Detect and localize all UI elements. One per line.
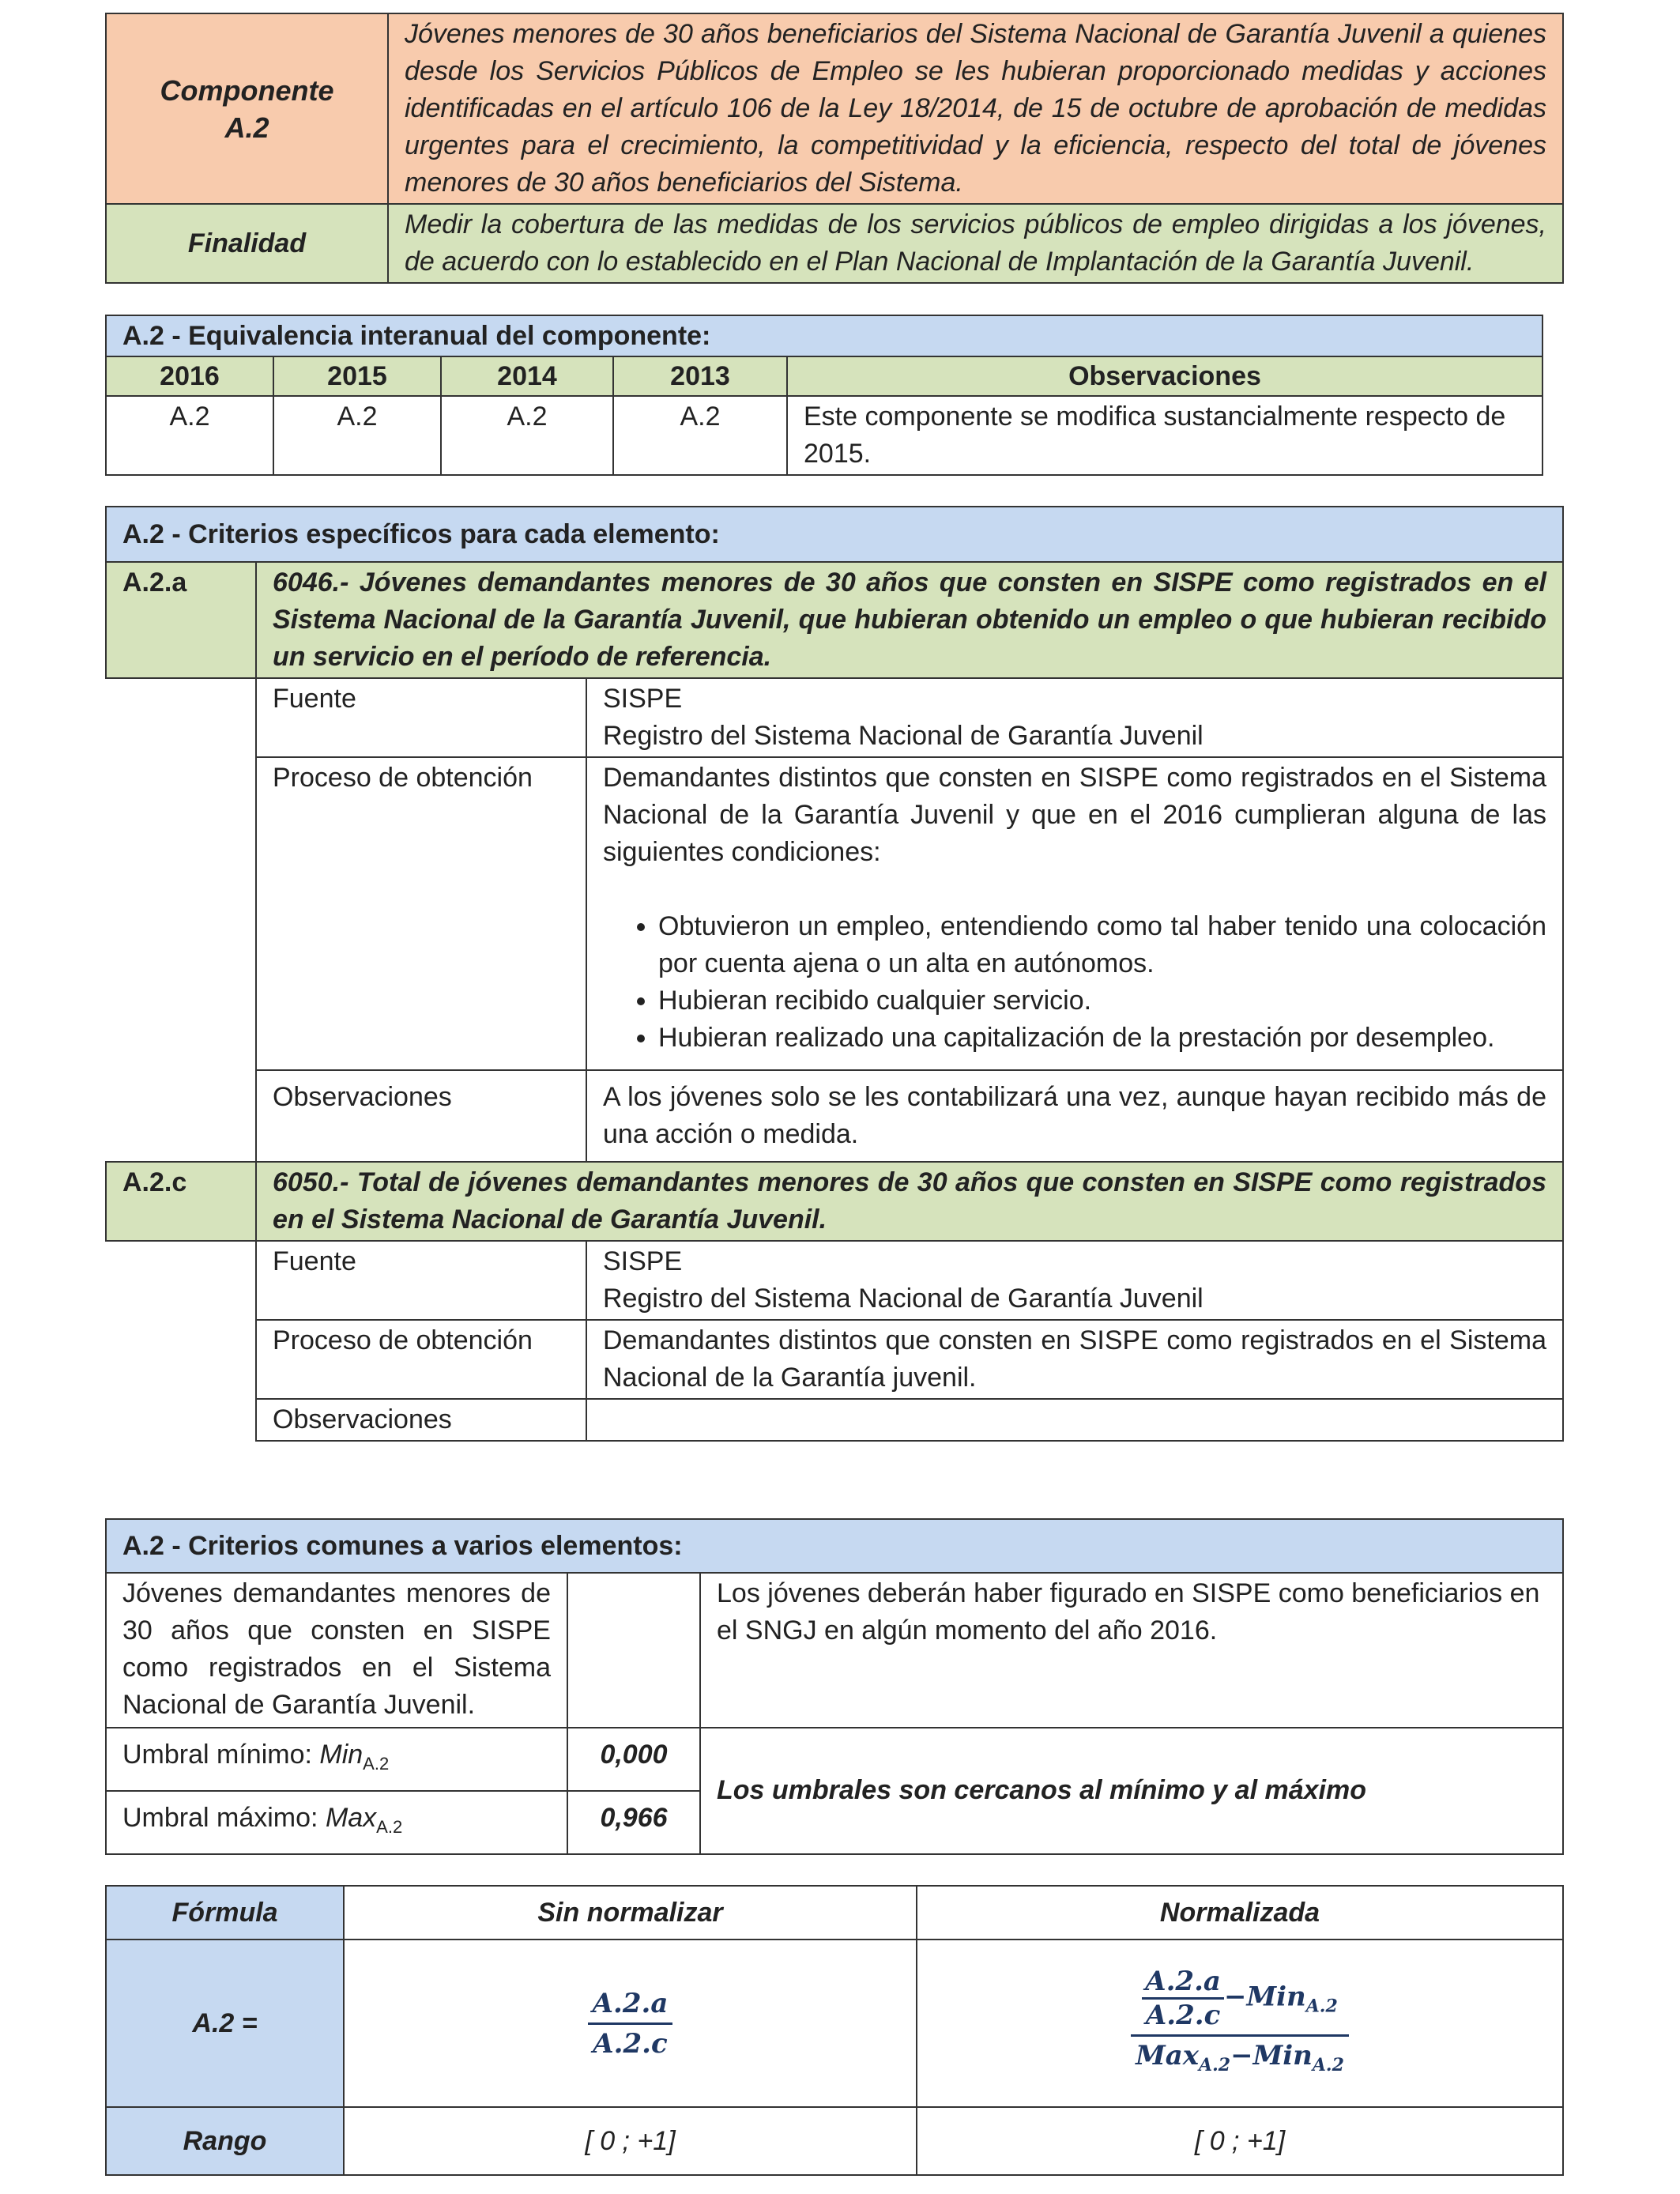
observaciones-label: Observaciones: [256, 1399, 586, 1441]
umbral-maximo-value: 0,966: [567, 1791, 700, 1854]
spacer-cell: [106, 1241, 256, 1441]
element-heading-a: 6046.- Jóvenes demandantes menores de 30 años que consten en SISPE como registrados en el Sistema Nacional de la Garantía Juvenil, que hubieran obtenido un empleo o que hubieran recibido un servicio en el período de referencia.: [256, 562, 1563, 678]
criterios-especificos-table: [105, 506, 1564, 1442]
fuente-line: SISPE: [603, 684, 683, 714]
min-sub: A.2: [1312, 2054, 1344, 2075]
year-cell: A.2: [613, 396, 787, 475]
sin-normalizar-header: Sin normalizar: [344, 1886, 917, 1940]
rango-sin-normalizar: [ 0 ; +1]: [344, 2107, 917, 2175]
umbral-maximo-text: Umbral máximo:: [122, 1802, 326, 1833]
componente-label: [106, 13, 388, 204]
element-id-a: A.2.a: [106, 562, 256, 678]
inner-fraction: [1142, 1966, 1224, 2031]
conditions-list: [603, 908, 1546, 1057]
umbrales-note: Los umbrales son cercanos al mínimo y al máximo: [700, 1728, 1563, 1854]
umbral-minimo-value: 0,000: [567, 1728, 700, 1791]
finalidad-text: Medir la cobertura de las medidas de los servicios públicos de empleo dirigidas a los jóvenes, de acuerdo con lo establecido en el Plan Nacional de Implantación de la Garantía Juvenil.: [388, 204, 1563, 283]
proceso-label: Proceso de obtención: [256, 757, 586, 1070]
spacer-cell: [106, 678, 256, 1162]
normalized-denominator: [1131, 2037, 1349, 2081]
observaciones-cell: Este componente se modifica sustancialmente respecto de 2015.: [787, 396, 1543, 475]
minus-sign: −: [1223, 1981, 1247, 2013]
year-cell: A.2: [273, 396, 441, 475]
normalized-fraction: [1131, 1966, 1349, 2081]
fuente-value: [586, 1241, 1563, 1320]
equivalencia-table: [105, 315, 1543, 476]
year-cell: A.2: [441, 396, 613, 475]
umbral-minimo-text: Umbral mínimo:: [122, 1740, 320, 1770]
max-subscript: A.2: [376, 1816, 403, 1837]
year-header: 2013: [613, 356, 787, 396]
proceso-text: Demandantes distintos que consten en SISPE como registrados en el Sistema Nacional de la Garantía Juvenil y que en el 2016 cumplieran alguna de las siguientes condiciones:: [603, 763, 1546, 867]
min-symbol: Min: [319, 1740, 363, 1770]
component-definition-table: [105, 13, 1564, 284]
year-cell: A.2: [106, 396, 273, 475]
formula-table: [105, 1885, 1564, 2176]
normalizada-header: Normalizada: [917, 1886, 1563, 1940]
fuente-line: Registro del Sistema Nacional de Garantía Juvenil: [603, 1284, 1203, 1314]
numerator: A.2.a: [588, 1988, 673, 2025]
observaciones-header: Observaciones: [787, 356, 1543, 396]
max-symbol: Max: [325, 1802, 377, 1833]
empty-cell: [567, 1573, 700, 1728]
year-header: 2016: [106, 356, 273, 396]
rango-normalizada: [ 0 ; +1]: [917, 2107, 1563, 2175]
year-header: 2015: [273, 356, 441, 396]
formula-normalizada: [917, 1940, 1563, 2107]
year-header: 2014: [441, 356, 613, 396]
formula-sin-normalizar: [344, 1940, 917, 2107]
observaciones-label: Observaciones: [256, 1070, 586, 1162]
umbral-minimo-label: [106, 1728, 567, 1791]
fuente-label: Fuente: [256, 1241, 586, 1320]
inner-denominator: A.2.c: [1145, 2000, 1221, 2032]
finalidad-label: Finalidad: [106, 204, 388, 283]
criterios-especificos-title: A.2 - Criterios específicos para cada elemento:: [106, 507, 1563, 562]
common-criterion-text: Los jóvenes deberán haber figurado en SISPE como beneficiarios en el SNGJ en algún momento del año 2016.: [700, 1573, 1563, 1728]
min-sub: A.2: [1305, 1996, 1338, 2017]
element-heading-c: 6050.- Total de jóvenes demandantes menores de 30 años que consten en SISPE como registrados en el Sistema Nacional de Garantía Juvenil.: [256, 1162, 1563, 1241]
minus-sign: −: [1230, 2040, 1253, 2072]
fuente-value: [586, 678, 1563, 757]
criterios-comunes-table: [105, 1518, 1564, 1855]
normalized-numerator: [1131, 1966, 1349, 2037]
proceso-value: Demandantes distintos que consten en SISPE como registrados en el Sistema Nacional de la Garantía juvenil.: [586, 1320, 1563, 1399]
min-term: Min: [1252, 2040, 1313, 2072]
observaciones-value: [586, 1399, 1563, 1441]
common-criterion-label: Jóvenes demandantes menores de 30 años que consten en SISPE como registrados en el Sistema Nacional de Garantía Juvenil.: [106, 1573, 567, 1728]
min-term: Min: [1246, 1981, 1306, 2013]
umbral-maximo-label: [106, 1791, 567, 1854]
componente-text: Jóvenes menores de 30 años beneficiarios del Sistema Nacional de Garantía Juvenil a quienes desde los Servicios Públicos de Empleo se les hubieran proporcionado medidas y acciones identificadas en el artículo 106 de la Ley 18/2014, de 15 de octubre de aprobación de medidas urgentes para el crecimiento, la competitividad y la eficiencia, respecto del total de jóvenes menores de 30 años beneficiarios del Sistema.: [388, 13, 1563, 204]
denominator: A.2.c: [593, 2027, 668, 2060]
fuente-label: Fuente: [256, 678, 586, 757]
max-sub: A.2: [1199, 2054, 1231, 2075]
criterios-comunes-title: A.2 - Criterios comunes a varios elementos:: [106, 1519, 1563, 1573]
fuente-line: SISPE: [603, 1246, 683, 1276]
max-term: Max: [1136, 2040, 1200, 2072]
proceso-label: Proceso de obtención: [256, 1320, 586, 1399]
inner-numerator: A.2.a: [1142, 1966, 1224, 2000]
equivalencia-title: A.2 - Equivalencia interanual del componente:: [106, 315, 1543, 356]
min-subscript: A.2: [363, 1753, 390, 1774]
fraction: [588, 1988, 673, 2060]
formula-row-label: A.2 =: [106, 1940, 344, 2107]
list-item: • Hubieran recibido cualquier servicio.: [658, 982, 1546, 1020]
rango-label: Rango: [106, 2107, 344, 2175]
fuente-line: Registro del Sistema Nacional de Garantía Juvenil: [603, 721, 1203, 751]
list-item: • Hubieran realizado una capitalización de la prestación por desempleo.: [658, 1020, 1546, 1057]
list-item: • Obtuvieron un empleo, entendiendo como tal haber tenido una colocación por cuenta ajena o un alta en autónomos.: [658, 908, 1546, 982]
observaciones-value: A los jóvenes solo se les contabilizará una vez, aunque hayan recibido más de una acción o medida.: [586, 1070, 1563, 1162]
proceso-value: [586, 757, 1563, 1070]
element-id-c: A.2.c: [106, 1162, 256, 1241]
componente-label-text: Componente A.2: [160, 74, 334, 144]
formula-header: Fórmula: [106, 1886, 344, 1940]
